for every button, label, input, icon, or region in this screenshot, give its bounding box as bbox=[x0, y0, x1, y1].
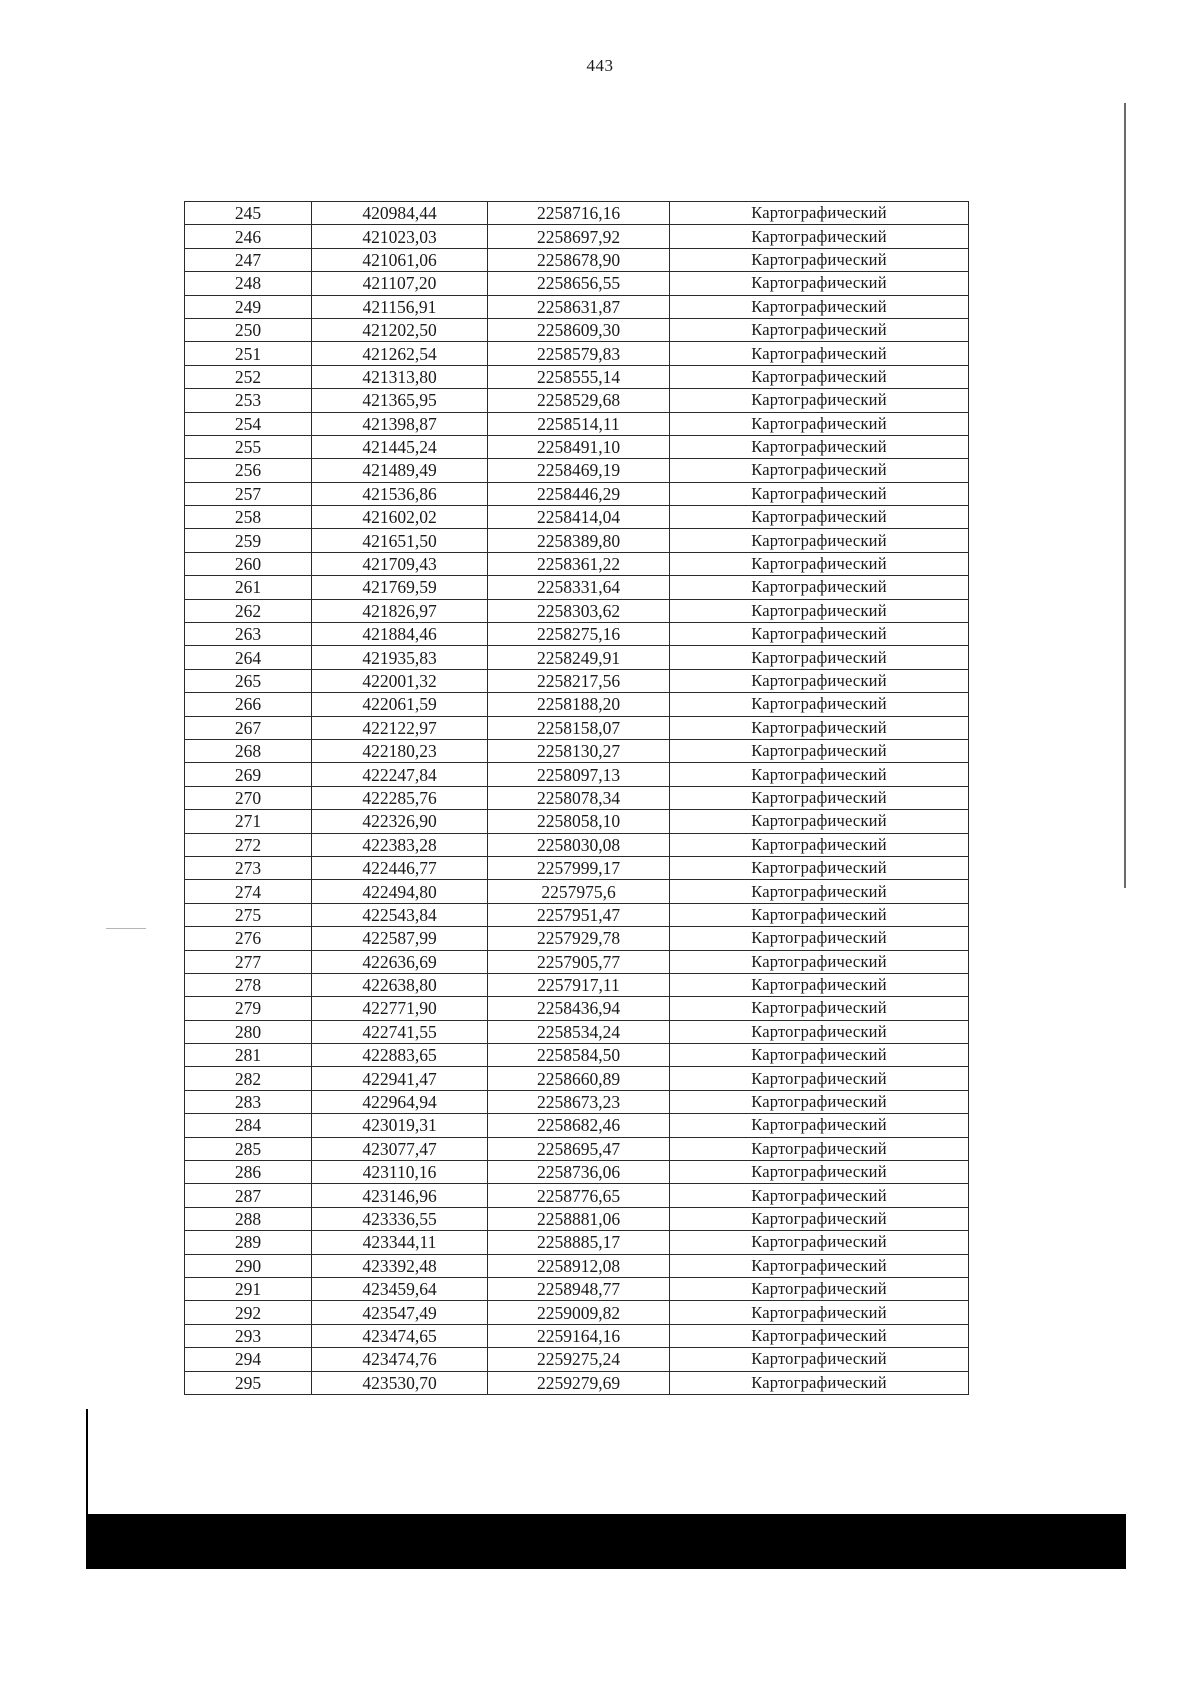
table-row bbox=[185, 482, 969, 505]
table-row bbox=[185, 1324, 969, 1347]
table-row bbox=[185, 739, 969, 762]
y-coordinate-cell: 2258660,89 bbox=[488, 1067, 670, 1090]
x-coordinate-cell: 422001,32 bbox=[312, 669, 488, 692]
table-row bbox=[185, 1371, 969, 1394]
method-cell: Картографический bbox=[670, 646, 969, 669]
point-number-cell: 265 bbox=[185, 669, 312, 692]
x-coordinate-cell: 421061,06 bbox=[312, 248, 488, 271]
method-cell: Картографический bbox=[670, 950, 969, 973]
table-row bbox=[185, 599, 969, 622]
y-coordinate-cell: 2258030,08 bbox=[488, 833, 670, 856]
table-row bbox=[185, 1348, 969, 1371]
point-number-cell: 294 bbox=[185, 1348, 312, 1371]
table-row bbox=[185, 763, 969, 786]
x-coordinate-cell: 422247,84 bbox=[312, 763, 488, 786]
point-number-cell: 279 bbox=[185, 997, 312, 1020]
y-coordinate-cell: 2258130,27 bbox=[488, 739, 670, 762]
y-coordinate-cell: 2258097,13 bbox=[488, 763, 670, 786]
y-coordinate-cell: 2259009,82 bbox=[488, 1301, 670, 1324]
x-coordinate-cell: 423474,76 bbox=[312, 1348, 488, 1371]
point-number-cell: 269 bbox=[185, 763, 312, 786]
table-row bbox=[185, 272, 969, 295]
table-row bbox=[185, 1184, 969, 1207]
x-coordinate-cell: 423019,31 bbox=[312, 1114, 488, 1137]
x-coordinate-cell: 421769,59 bbox=[312, 576, 488, 599]
method-cell: Картографический bbox=[670, 435, 969, 458]
table-row bbox=[185, 412, 969, 435]
x-coordinate-cell: 423146,96 bbox=[312, 1184, 488, 1207]
point-number-cell: 270 bbox=[185, 786, 312, 809]
y-coordinate-cell: 2259279,69 bbox=[488, 1371, 670, 1394]
method-cell: Картографический bbox=[670, 318, 969, 341]
point-number-cell: 283 bbox=[185, 1090, 312, 1113]
method-cell: Картографический bbox=[670, 1254, 969, 1277]
table-row bbox=[185, 248, 969, 271]
table-row bbox=[185, 856, 969, 879]
method-cell: Картографический bbox=[670, 342, 969, 365]
point-number-cell: 276 bbox=[185, 927, 312, 950]
y-coordinate-cell: 2258656,55 bbox=[488, 272, 670, 295]
y-coordinate-cell: 2258446,29 bbox=[488, 482, 670, 505]
coordinates-table-container bbox=[184, 201, 968, 1395]
y-coordinate-cell: 2258275,16 bbox=[488, 623, 670, 646]
point-number-cell: 280 bbox=[185, 1020, 312, 1043]
y-coordinate-cell: 2257951,47 bbox=[488, 903, 670, 926]
method-cell: Картографический bbox=[670, 786, 969, 809]
point-number-cell: 263 bbox=[185, 623, 312, 646]
method-cell: Картографический bbox=[670, 365, 969, 388]
y-coordinate-cell: 2258912,08 bbox=[488, 1254, 670, 1277]
y-coordinate-cell: 2258881,06 bbox=[488, 1207, 670, 1230]
x-coordinate-cell: 423110,16 bbox=[312, 1161, 488, 1184]
method-cell: Картографический bbox=[670, 973, 969, 996]
y-coordinate-cell: 2258631,87 bbox=[488, 295, 670, 318]
y-coordinate-cell: 2258158,07 bbox=[488, 716, 670, 739]
x-coordinate-cell: 422180,23 bbox=[312, 739, 488, 762]
point-number-cell: 284 bbox=[185, 1114, 312, 1137]
method-cell: Картографический bbox=[670, 880, 969, 903]
x-coordinate-cell: 421602,02 bbox=[312, 506, 488, 529]
y-coordinate-cell: 2258188,20 bbox=[488, 693, 670, 716]
table-row bbox=[185, 810, 969, 833]
scan-right-edge bbox=[1124, 103, 1126, 888]
table-row bbox=[185, 529, 969, 552]
method-cell: Картографический bbox=[670, 482, 969, 505]
y-coordinate-cell: 2258695,47 bbox=[488, 1137, 670, 1160]
point-number-cell: 290 bbox=[185, 1254, 312, 1277]
table-row bbox=[185, 623, 969, 646]
method-cell: Картографический bbox=[670, 552, 969, 575]
table-row bbox=[185, 342, 969, 365]
table-row bbox=[185, 1044, 969, 1067]
point-number-cell: 264 bbox=[185, 646, 312, 669]
point-number-cell: 257 bbox=[185, 482, 312, 505]
y-coordinate-cell: 2258776,65 bbox=[488, 1184, 670, 1207]
scan-left-mark bbox=[106, 928, 146, 929]
point-number-cell: 289 bbox=[185, 1231, 312, 1254]
y-coordinate-cell: 2258331,64 bbox=[488, 576, 670, 599]
method-cell: Картографический bbox=[670, 459, 969, 482]
method-cell: Картографический bbox=[670, 295, 969, 318]
x-coordinate-cell: 423547,49 bbox=[312, 1301, 488, 1324]
x-coordinate-cell: 422771,90 bbox=[312, 997, 488, 1020]
method-cell: Картографический bbox=[670, 1371, 969, 1394]
table-row bbox=[185, 435, 969, 458]
x-coordinate-cell: 422543,84 bbox=[312, 903, 488, 926]
x-coordinate-cell: 423336,55 bbox=[312, 1207, 488, 1230]
table-row bbox=[185, 318, 969, 341]
x-coordinate-cell: 421313,80 bbox=[312, 365, 488, 388]
x-coordinate-cell: 423530,70 bbox=[312, 1371, 488, 1394]
table-row bbox=[185, 1301, 969, 1324]
x-coordinate-cell: 421023,03 bbox=[312, 225, 488, 248]
y-coordinate-cell: 2258491,10 bbox=[488, 435, 670, 458]
y-coordinate-cell: 2258584,50 bbox=[488, 1044, 670, 1067]
point-number-cell: 250 bbox=[185, 318, 312, 341]
x-coordinate-cell: 422446,77 bbox=[312, 856, 488, 879]
table-row bbox=[185, 295, 969, 318]
point-number-cell: 275 bbox=[185, 903, 312, 926]
point-number-cell: 271 bbox=[185, 810, 312, 833]
method-cell: Картографический bbox=[670, 716, 969, 739]
x-coordinate-cell: 422587,99 bbox=[312, 927, 488, 950]
method-cell: Картографический bbox=[670, 927, 969, 950]
table-row bbox=[185, 1207, 969, 1230]
table-row bbox=[185, 903, 969, 926]
point-number-cell: 268 bbox=[185, 739, 312, 762]
x-coordinate-cell: 422636,69 bbox=[312, 950, 488, 973]
y-coordinate-cell: 2257999,17 bbox=[488, 856, 670, 879]
y-coordinate-cell: 2259275,24 bbox=[488, 1348, 670, 1371]
method-cell: Картографический bbox=[670, 1184, 969, 1207]
method-cell: Картографический bbox=[670, 903, 969, 926]
method-cell: Картографический bbox=[670, 576, 969, 599]
point-number-cell: 247 bbox=[185, 248, 312, 271]
point-number-cell: 259 bbox=[185, 529, 312, 552]
method-cell: Картографический bbox=[670, 856, 969, 879]
table-row bbox=[185, 552, 969, 575]
method-cell: Картографический bbox=[670, 739, 969, 762]
x-coordinate-cell: 422383,28 bbox=[312, 833, 488, 856]
y-coordinate-cell: 2258217,56 bbox=[488, 669, 670, 692]
table-row bbox=[185, 1020, 969, 1043]
method-cell: Картографический bbox=[670, 389, 969, 412]
x-coordinate-cell: 421202,50 bbox=[312, 318, 488, 341]
method-cell: Картографический bbox=[670, 1277, 969, 1300]
x-coordinate-cell: 422285,76 bbox=[312, 786, 488, 809]
y-coordinate-cell: 2259164,16 bbox=[488, 1324, 670, 1347]
point-number-cell: 287 bbox=[185, 1184, 312, 1207]
point-number-cell: 273 bbox=[185, 856, 312, 879]
method-cell: Картографический bbox=[670, 225, 969, 248]
method-cell: Картографический bbox=[670, 669, 969, 692]
page-number: 443 bbox=[586, 56, 614, 75]
method-cell: Картографический bbox=[670, 1207, 969, 1230]
y-coordinate-cell: 2257905,77 bbox=[488, 950, 670, 973]
point-number-cell: 281 bbox=[185, 1044, 312, 1067]
point-number-cell: 253 bbox=[185, 389, 312, 412]
table-row bbox=[185, 365, 969, 388]
method-cell: Картографический bbox=[670, 833, 969, 856]
y-coordinate-cell: 2258249,91 bbox=[488, 646, 670, 669]
table-row bbox=[185, 693, 969, 716]
method-cell: Картографический bbox=[670, 623, 969, 646]
point-number-cell: 291 bbox=[185, 1277, 312, 1300]
point-number-cell: 261 bbox=[185, 576, 312, 599]
y-coordinate-cell: 2258529,68 bbox=[488, 389, 670, 412]
table-row bbox=[185, 389, 969, 412]
point-number-cell: 260 bbox=[185, 552, 312, 575]
method-cell: Картографический bbox=[670, 272, 969, 295]
point-number-cell: 255 bbox=[185, 435, 312, 458]
x-coordinate-cell: 423474,65 bbox=[312, 1324, 488, 1347]
table-row bbox=[185, 716, 969, 739]
table-row bbox=[185, 833, 969, 856]
table-row bbox=[185, 880, 969, 903]
x-coordinate-cell: 422964,94 bbox=[312, 1090, 488, 1113]
table-row bbox=[185, 1090, 969, 1113]
x-coordinate-cell: 421156,91 bbox=[312, 295, 488, 318]
y-coordinate-cell: 2258885,17 bbox=[488, 1231, 670, 1254]
y-coordinate-cell: 2257917,11 bbox=[488, 973, 670, 996]
x-coordinate-cell: 423344,11 bbox=[312, 1231, 488, 1254]
table-row bbox=[185, 202, 969, 225]
x-coordinate-cell: 421445,24 bbox=[312, 435, 488, 458]
method-cell: Картографический bbox=[670, 997, 969, 1020]
table-row bbox=[185, 786, 969, 809]
table-row bbox=[185, 1231, 969, 1254]
method-cell: Картографический bbox=[670, 693, 969, 716]
table-row bbox=[185, 973, 969, 996]
point-number-cell: 288 bbox=[185, 1207, 312, 1230]
table-row bbox=[185, 1254, 969, 1277]
table-row bbox=[185, 1137, 969, 1160]
table-row bbox=[185, 225, 969, 248]
method-cell: Картографический bbox=[670, 1161, 969, 1184]
point-number-cell: 286 bbox=[185, 1161, 312, 1184]
table-row bbox=[185, 950, 969, 973]
table-row bbox=[185, 646, 969, 669]
y-coordinate-cell: 2258682,46 bbox=[488, 1114, 670, 1137]
x-coordinate-cell: 421651,50 bbox=[312, 529, 488, 552]
y-coordinate-cell: 2258514,11 bbox=[488, 412, 670, 435]
x-coordinate-cell: 422494,80 bbox=[312, 880, 488, 903]
method-cell: Картографический bbox=[670, 1044, 969, 1067]
point-number-cell: 277 bbox=[185, 950, 312, 973]
y-coordinate-cell: 2258673,23 bbox=[488, 1090, 670, 1113]
y-coordinate-cell: 2258389,80 bbox=[488, 529, 670, 552]
method-cell: Картографический bbox=[670, 1090, 969, 1113]
method-cell: Картографический bbox=[670, 1114, 969, 1137]
point-number-cell: 274 bbox=[185, 880, 312, 903]
method-cell: Картографический bbox=[670, 1324, 969, 1347]
method-cell: Картографический bbox=[670, 810, 969, 833]
point-number-cell: 272 bbox=[185, 833, 312, 856]
scan-black-band-edge bbox=[86, 1409, 88, 1515]
method-cell: Картографический bbox=[670, 599, 969, 622]
point-number-cell: 295 bbox=[185, 1371, 312, 1394]
point-number-cell: 251 bbox=[185, 342, 312, 365]
point-number-cell: 254 bbox=[185, 412, 312, 435]
method-cell: Картографический bbox=[670, 1137, 969, 1160]
table-row bbox=[185, 997, 969, 1020]
y-coordinate-cell: 2258678,90 bbox=[488, 248, 670, 271]
point-number-cell: 278 bbox=[185, 973, 312, 996]
point-number-cell: 262 bbox=[185, 599, 312, 622]
method-cell: Картографический bbox=[670, 1231, 969, 1254]
x-coordinate-cell: 421365,95 bbox=[312, 389, 488, 412]
x-coordinate-cell: 421398,87 bbox=[312, 412, 488, 435]
table-row bbox=[185, 927, 969, 950]
y-coordinate-cell: 2258579,83 bbox=[488, 342, 670, 365]
table-row bbox=[185, 459, 969, 482]
point-number-cell: 282 bbox=[185, 1067, 312, 1090]
method-cell: Картографический bbox=[670, 1301, 969, 1324]
y-coordinate-cell: 2257929,78 bbox=[488, 927, 670, 950]
point-number-cell: 292 bbox=[185, 1301, 312, 1324]
point-number-cell: 252 bbox=[185, 365, 312, 388]
x-coordinate-cell: 423077,47 bbox=[312, 1137, 488, 1160]
table-row bbox=[185, 1161, 969, 1184]
method-cell: Картографический bbox=[670, 202, 969, 225]
x-coordinate-cell: 423459,64 bbox=[312, 1277, 488, 1300]
table-row bbox=[185, 576, 969, 599]
table-row bbox=[185, 506, 969, 529]
point-number-cell: 245 bbox=[185, 202, 312, 225]
point-number-cell: 248 bbox=[185, 272, 312, 295]
table-row bbox=[185, 1067, 969, 1090]
y-coordinate-cell: 2258469,19 bbox=[488, 459, 670, 482]
point-number-cell: 267 bbox=[185, 716, 312, 739]
x-coordinate-cell: 421536,86 bbox=[312, 482, 488, 505]
method-cell: Картографический bbox=[670, 1020, 969, 1043]
table-row bbox=[185, 1277, 969, 1300]
y-coordinate-cell: 2258361,22 bbox=[488, 552, 670, 575]
point-number-cell: 246 bbox=[185, 225, 312, 248]
x-coordinate-cell: 422883,65 bbox=[312, 1044, 488, 1067]
method-cell: Картографический bbox=[670, 1067, 969, 1090]
point-number-cell: 266 bbox=[185, 693, 312, 716]
x-coordinate-cell: 423392,48 bbox=[312, 1254, 488, 1277]
x-coordinate-cell: 421709,43 bbox=[312, 552, 488, 575]
y-coordinate-cell: 2258736,06 bbox=[488, 1161, 670, 1184]
x-coordinate-cell: 421826,97 bbox=[312, 599, 488, 622]
y-coordinate-cell: 2258078,34 bbox=[488, 786, 670, 809]
point-number-cell: 285 bbox=[185, 1137, 312, 1160]
point-number-cell: 293 bbox=[185, 1324, 312, 1347]
y-coordinate-cell: 2258555,14 bbox=[488, 365, 670, 388]
method-cell: Картографический bbox=[670, 529, 969, 552]
x-coordinate-cell: 422061,59 bbox=[312, 693, 488, 716]
x-coordinate-cell: 421262,54 bbox=[312, 342, 488, 365]
y-coordinate-cell: 2258609,30 bbox=[488, 318, 670, 341]
x-coordinate-cell: 421489,49 bbox=[312, 459, 488, 482]
point-number-cell: 249 bbox=[185, 295, 312, 318]
y-coordinate-cell: 2258534,24 bbox=[488, 1020, 670, 1043]
y-coordinate-cell: 2257975,6 bbox=[488, 880, 670, 903]
point-number-cell: 256 bbox=[185, 459, 312, 482]
coordinates-table bbox=[184, 201, 969, 1395]
method-cell: Картографический bbox=[670, 1348, 969, 1371]
y-coordinate-cell: 2258697,92 bbox=[488, 225, 670, 248]
y-coordinate-cell: 2258303,62 bbox=[488, 599, 670, 622]
coordinates-table-body bbox=[185, 202, 969, 1395]
point-number-cell: 258 bbox=[185, 506, 312, 529]
table-row bbox=[185, 669, 969, 692]
method-cell: Картографический bbox=[670, 412, 969, 435]
x-coordinate-cell: 421884,46 bbox=[312, 623, 488, 646]
method-cell: Картографический bbox=[670, 248, 969, 271]
x-coordinate-cell: 421935,83 bbox=[312, 646, 488, 669]
y-coordinate-cell: 2258414,04 bbox=[488, 506, 670, 529]
x-coordinate-cell: 420984,44 bbox=[312, 202, 488, 225]
x-coordinate-cell: 422941,47 bbox=[312, 1067, 488, 1090]
y-coordinate-cell: 2258058,10 bbox=[488, 810, 670, 833]
scan-black-band bbox=[86, 1514, 1126, 1569]
x-coordinate-cell: 421107,20 bbox=[312, 272, 488, 295]
x-coordinate-cell: 422122,97 bbox=[312, 716, 488, 739]
x-coordinate-cell: 422638,80 bbox=[312, 973, 488, 996]
x-coordinate-cell: 422326,90 bbox=[312, 810, 488, 833]
y-coordinate-cell: 2258436,94 bbox=[488, 997, 670, 1020]
method-cell: Картографический bbox=[670, 763, 969, 786]
table-row bbox=[185, 1114, 969, 1137]
y-coordinate-cell: 2258948,77 bbox=[488, 1277, 670, 1300]
method-cell: Картографический bbox=[670, 506, 969, 529]
x-coordinate-cell: 422741,55 bbox=[312, 1020, 488, 1043]
y-coordinate-cell: 2258716,16 bbox=[488, 202, 670, 225]
